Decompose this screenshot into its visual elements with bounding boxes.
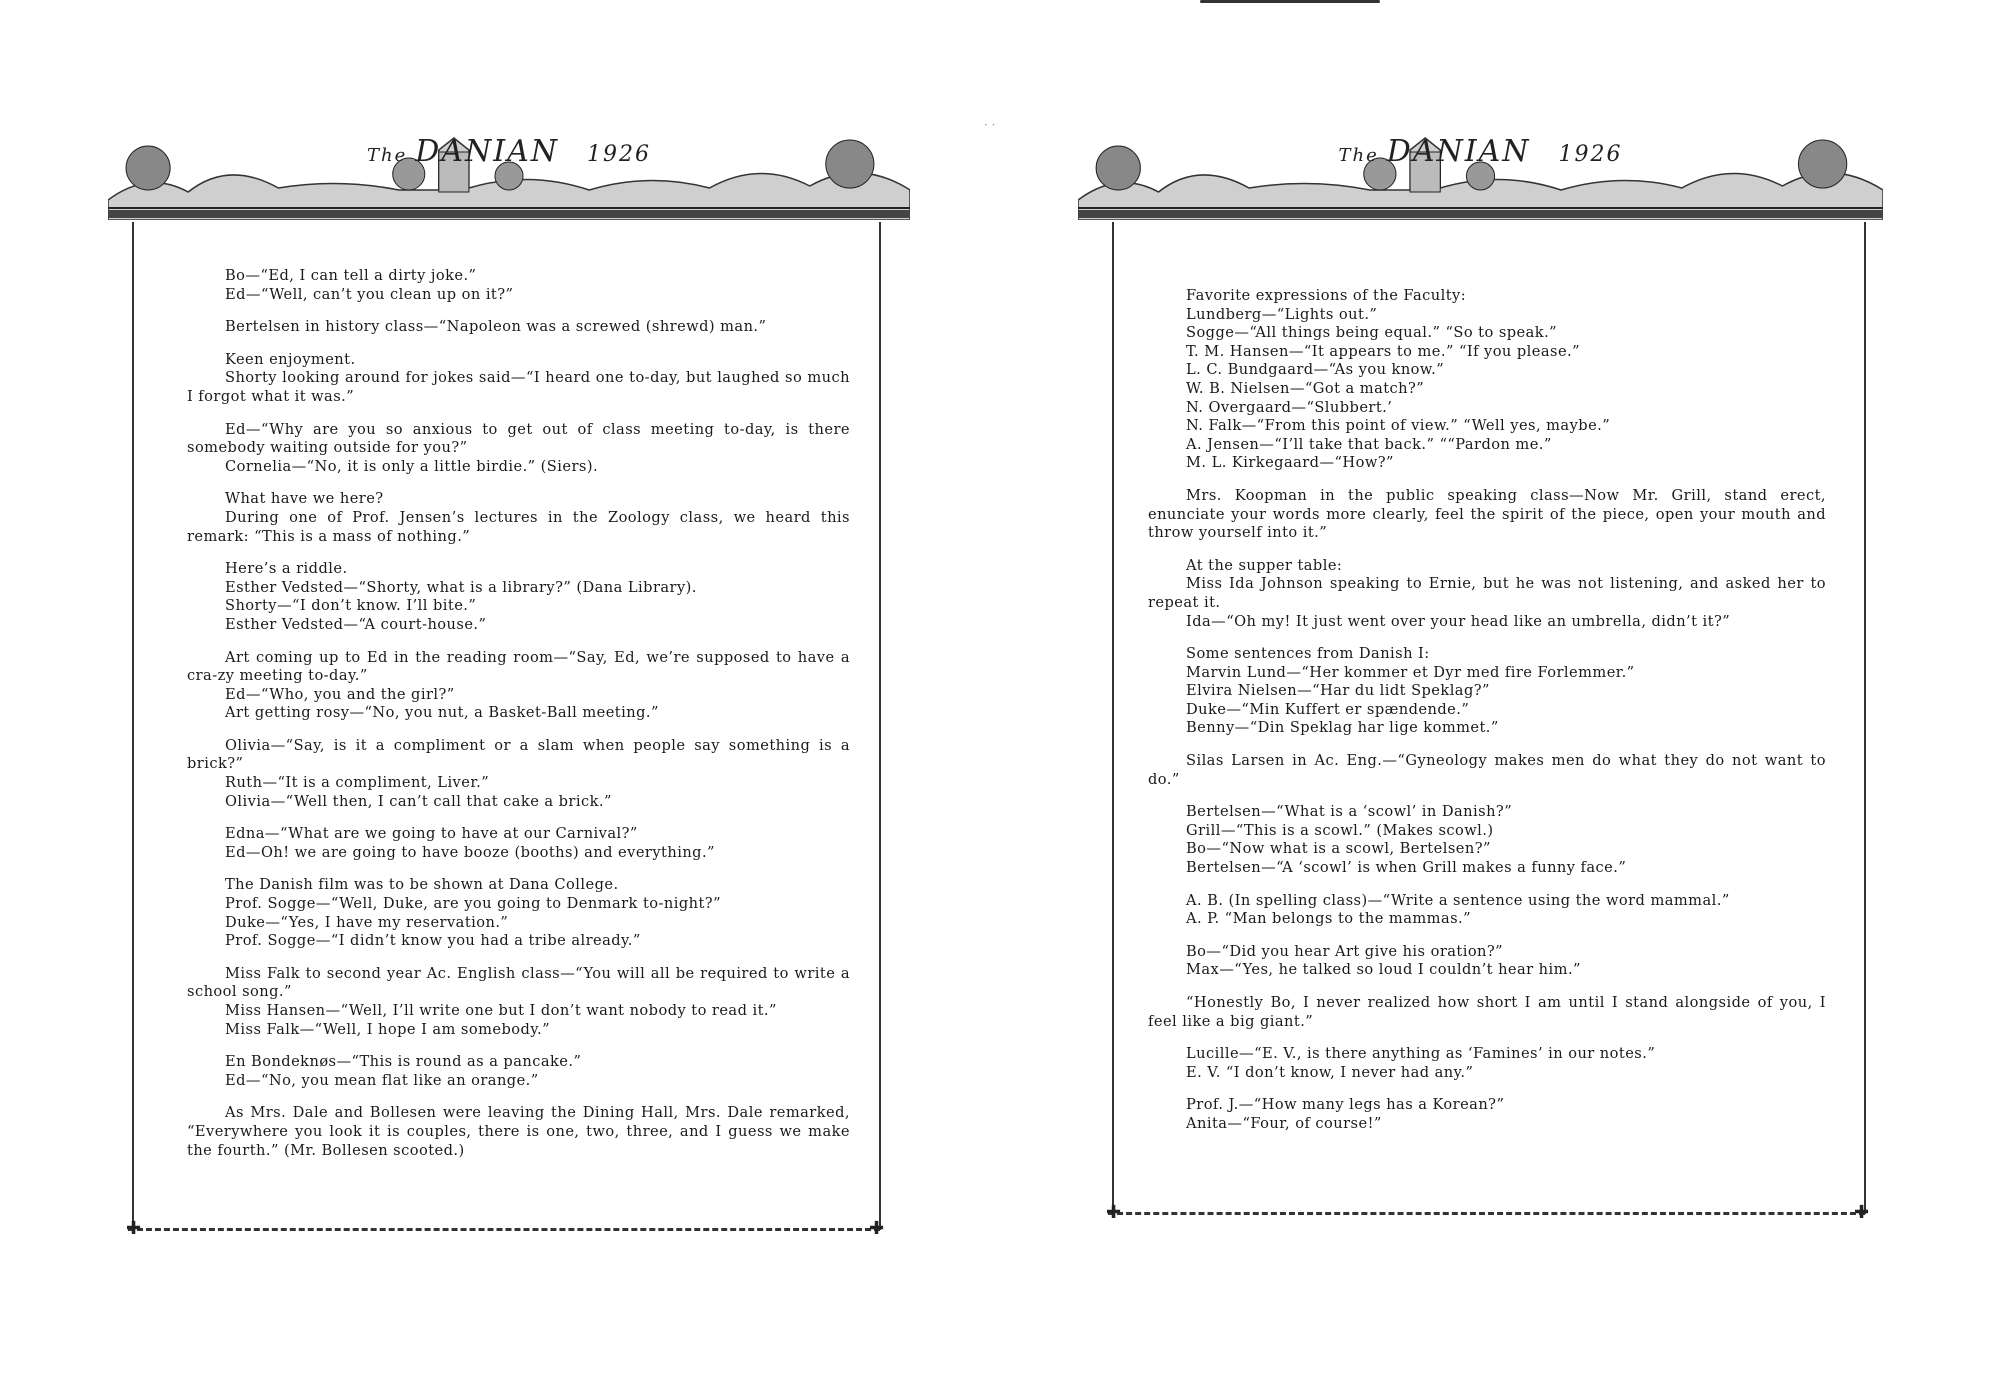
joke-line: Miss Hansen—“Well, I’ll write one but I don’t want nobody to read it.” [225,1002,777,1019]
right-page [1000,0,2000,1379]
joke-line: As Mrs. Dale and Bollesen were leaving the Dining Hall, Mrs. Dale remarked, “Everywhere you look it is couples, there is one, two, three, and I guess we make the fourth.” (Mr. Bollesen scooted.) [187,1104,850,1159]
joke-line: Shorty—“I don’t know. I’ll bite.” [225,597,477,615]
joke-line: L. C. Bundgaard—“As you know.” [1186,361,1445,379]
frame-bottom-border [1108,1212,1865,1215]
joke-line: Lucille—“E. V., is there anything as ‘Famines’ in our notes.” [1186,1045,1656,1063]
paragraph-gap [1148,1031,1826,1045]
banner-title [1078,134,1883,169]
paragraph-gap [1148,980,1826,994]
joke-line: Sogge—“All things being equal.” “So to speak.” [1186,324,1558,342]
paragraph-gap [187,337,850,351]
joke-line: Ida—“Oh my! It just went over your head like an umbrella, didn’t it?” [1186,612,1731,630]
joke-line: Bo—“Now what is a scowl, Bertelsen?” [1186,840,1491,858]
joke-line: What have we here? [225,490,384,508]
joke-line: T. M. Hansen—“It appears to me.” “If you please.” [1186,342,1581,360]
joke-line: Ed—“Who, you and the girl?” [225,685,455,703]
joke-line: Bertelsen—“What is a ‘scowl’ in Danish?” [1186,803,1513,821]
joke-line: Keen enjoyment. [225,350,356,368]
joke-line: Max—“Yes, he talked so loud I couldn’t hear him.” [1186,961,1581,979]
joke-line: Some sentences from Danish I: [1186,645,1430,663]
joke-line: Ed—“Why are you so anxious to get out of class meeting to-day, is there somebody waiting outside for you?” [187,420,850,457]
paragraph-gap [187,546,850,560]
joke-line: W. B. Nielsen—“Got a match?” [1186,379,1425,397]
paragraph-gap [1148,789,1826,803]
joke-column-right [1148,287,1826,1134]
corner-ornament-icon: ✚ [1854,1202,1870,1223]
paragraph-gap [187,811,850,825]
paragraph-gap [1148,1082,1826,1096]
joke-line: Ed—“Well, can’t you clean up on it?” [225,285,514,303]
banner-title [108,134,910,169]
joke-line: Prof. J.—“How many legs has a Korean?” [1186,1096,1505,1114]
corner-ornament-icon: ✚ [1106,1202,1122,1223]
joke-line: Mrs. Koopman in the public speaking class—Now Mr. Grill, stand erect, enunciate your words more clearly, feel the spirit of the piece, open your mouth and throw yourself into it.” [1148,486,1826,542]
joke-line: Art coming up to Ed in the reading room—“Say, Ed, we’re supposed to have a cra-zy meeting to-day.” [187,648,850,685]
paragraph-gap [1148,929,1826,943]
joke-line: Bertelsen—“A ‘scowl’ is when Grill makes a funny face.” [1186,859,1627,877]
joke-line: Duke—“Yes, I have my reservation.” [225,913,509,931]
joke-line: Prof. Sogge—“Well, Duke, are you going to Denmark to-night?” [225,895,721,913]
scan-edge-mark [1200,0,1380,3]
corner-ornament-icon: ✚ [869,1218,885,1239]
joke-line: Miss Falk—“Well, I hope I am somebody.” [225,1020,551,1038]
joke-line: Silas Larsen in Ac. Eng.—“Gyneology makes men do what they do not want to do.” [1148,752,1826,788]
joke-line: Art getting rosy—“No, you nut, a Basket-Ball meeting.” [225,704,659,722]
paragraph-gap [1148,631,1826,645]
joke-line: A. B. (In spelling class)—“Write a sentence using the word mammal.” [1186,891,1730,909]
joke-line: Anita—“Four, of course!” [1186,1114,1382,1132]
joke-line: Miss Ida Johnson speaking to Ernie, but he was not listening, and asked her to repeat it. [1148,575,1826,611]
paragraph-gap [187,407,850,421]
joke-line: E. V. “I don’t know, I never had any.” [1186,1063,1474,1081]
frame-bottom-border [128,1228,880,1231]
joke-line: En Bondeknøs—“This is round as a pancake.” [225,1053,582,1071]
banner-name: DANIAN [415,134,559,169]
joke-line: N. Overgaard—“Slubbert.’ [1186,398,1393,416]
joke-line: M. L. Kirkegaard—“How?” [1186,454,1394,472]
joke-line: Ed—“No, you mean flat like an orange.” [225,1071,539,1089]
joke-line: Duke—“Min Kuffert er spændende.” [1186,700,1470,718]
joke-line: A. P. “Man belongs to the mammas.” [1186,910,1472,928]
joke-line: Esther Vedsted—“A court-house.” [225,615,487,633]
joke-line: N. Falk—“From this point of view.” “Well yes, maybe.” [1186,417,1611,435]
paragraph-gap [187,1039,850,1053]
joke-line: Bertelsen in history class—“Napoleon was a screwed (shrewd) man.” [225,318,767,336]
joke-line: Here’s a riddle. [225,560,348,578]
joke-line: Edna—“What are we going to have at our Carnival?” [225,825,638,843]
joke-line: Olivia—“Well then, I can’t call that cake a brick.” [225,792,612,810]
joke-line: Favorite expressions of the Faculty: [1186,287,1467,304]
banner-year: 1926 [587,142,651,167]
yearbook-banner [1078,130,1883,220]
joke-line: Miss Falk to second year Ac. English class—“You will all be required to write a school song.” [187,964,850,1001]
joke-line: Elvira Nielsen—“Har du lidt Speklag?” [1186,682,1490,700]
banner-the: The [1338,145,1379,166]
joke-line: Ed—Oh! we are going to have booze (booths) and everything.” [225,843,715,861]
banner-name: DANIAN [1386,134,1531,169]
paragraph-gap [1148,738,1826,752]
yearbook-banner [108,130,910,220]
paragraph-gap [1148,543,1826,557]
paragraph-gap [187,862,850,876]
joke-line: Ruth—“It is a compliment, Liver.” [225,774,490,792]
joke-line: Esther Vedsted—“Shorty, what is a library?” (Dana Library). [225,578,697,596]
joke-line: Shorty looking around for jokes said—“I heard one to-day, but laughed so much I forgot what it was.” [187,369,850,405]
paragraph-gap [187,635,850,649]
joke-line: “Honestly Bo, I never realized how short I am until I stand alongside of you, I feel like a big giant.” [1148,994,1826,1030]
paragraph-gap [187,304,850,318]
joke-line: Cornelia—“No, it is only a little birdie.” (Siers). [225,457,599,475]
paragraph-gap [1148,473,1826,487]
joke-line: During one of Prof. Jensen’s lectures in the Zoology class, we heard this remark: “This is a mass of nothing.” [187,508,850,545]
joke-line: Bo—“Did you hear Art give his oration?” [1186,942,1504,960]
paragraph-gap [187,951,850,965]
joke-line: Bo—“Ed, I can tell a dirty joke.” [225,267,477,284]
joke-line: At the supper table: [1186,556,1343,574]
corner-ornament-icon: ✚ [126,1218,142,1239]
banner-the: The [367,145,408,166]
joke-line: Marvin Lund—“Her kommer et Dyr med fire Forlemmer.” [1186,663,1635,681]
scan-speck-icon: · · [984,118,996,132]
paragraph-gap [187,1090,850,1104]
joke-line: Prof. Sogge—“I didn’t know you had a tribe already.” [225,932,641,950]
paragraph-gap [187,476,850,490]
joke-line: The Danish film was to be shown at Dana College. [225,876,619,894]
joke-line: A. Jensen—“I’ll take that back.” ““Pardon me.” [1186,435,1552,453]
joke-line: Lundberg—“Lights out.” [1186,305,1378,323]
joke-line: Grill—“This is a scowl.” (Makes scowl.) [1186,821,1494,839]
paragraph-gap [187,723,850,737]
joke-column-left [187,267,850,1160]
paragraph-gap [1148,878,1826,892]
joke-line: Benny—“Din Speklag har lige kommet.” [1186,719,1499,737]
joke-line: Olivia—“Say, is it a compliment or a slam when people say something is a brick?” [187,736,850,773]
banner-year: 1926 [1558,142,1623,167]
